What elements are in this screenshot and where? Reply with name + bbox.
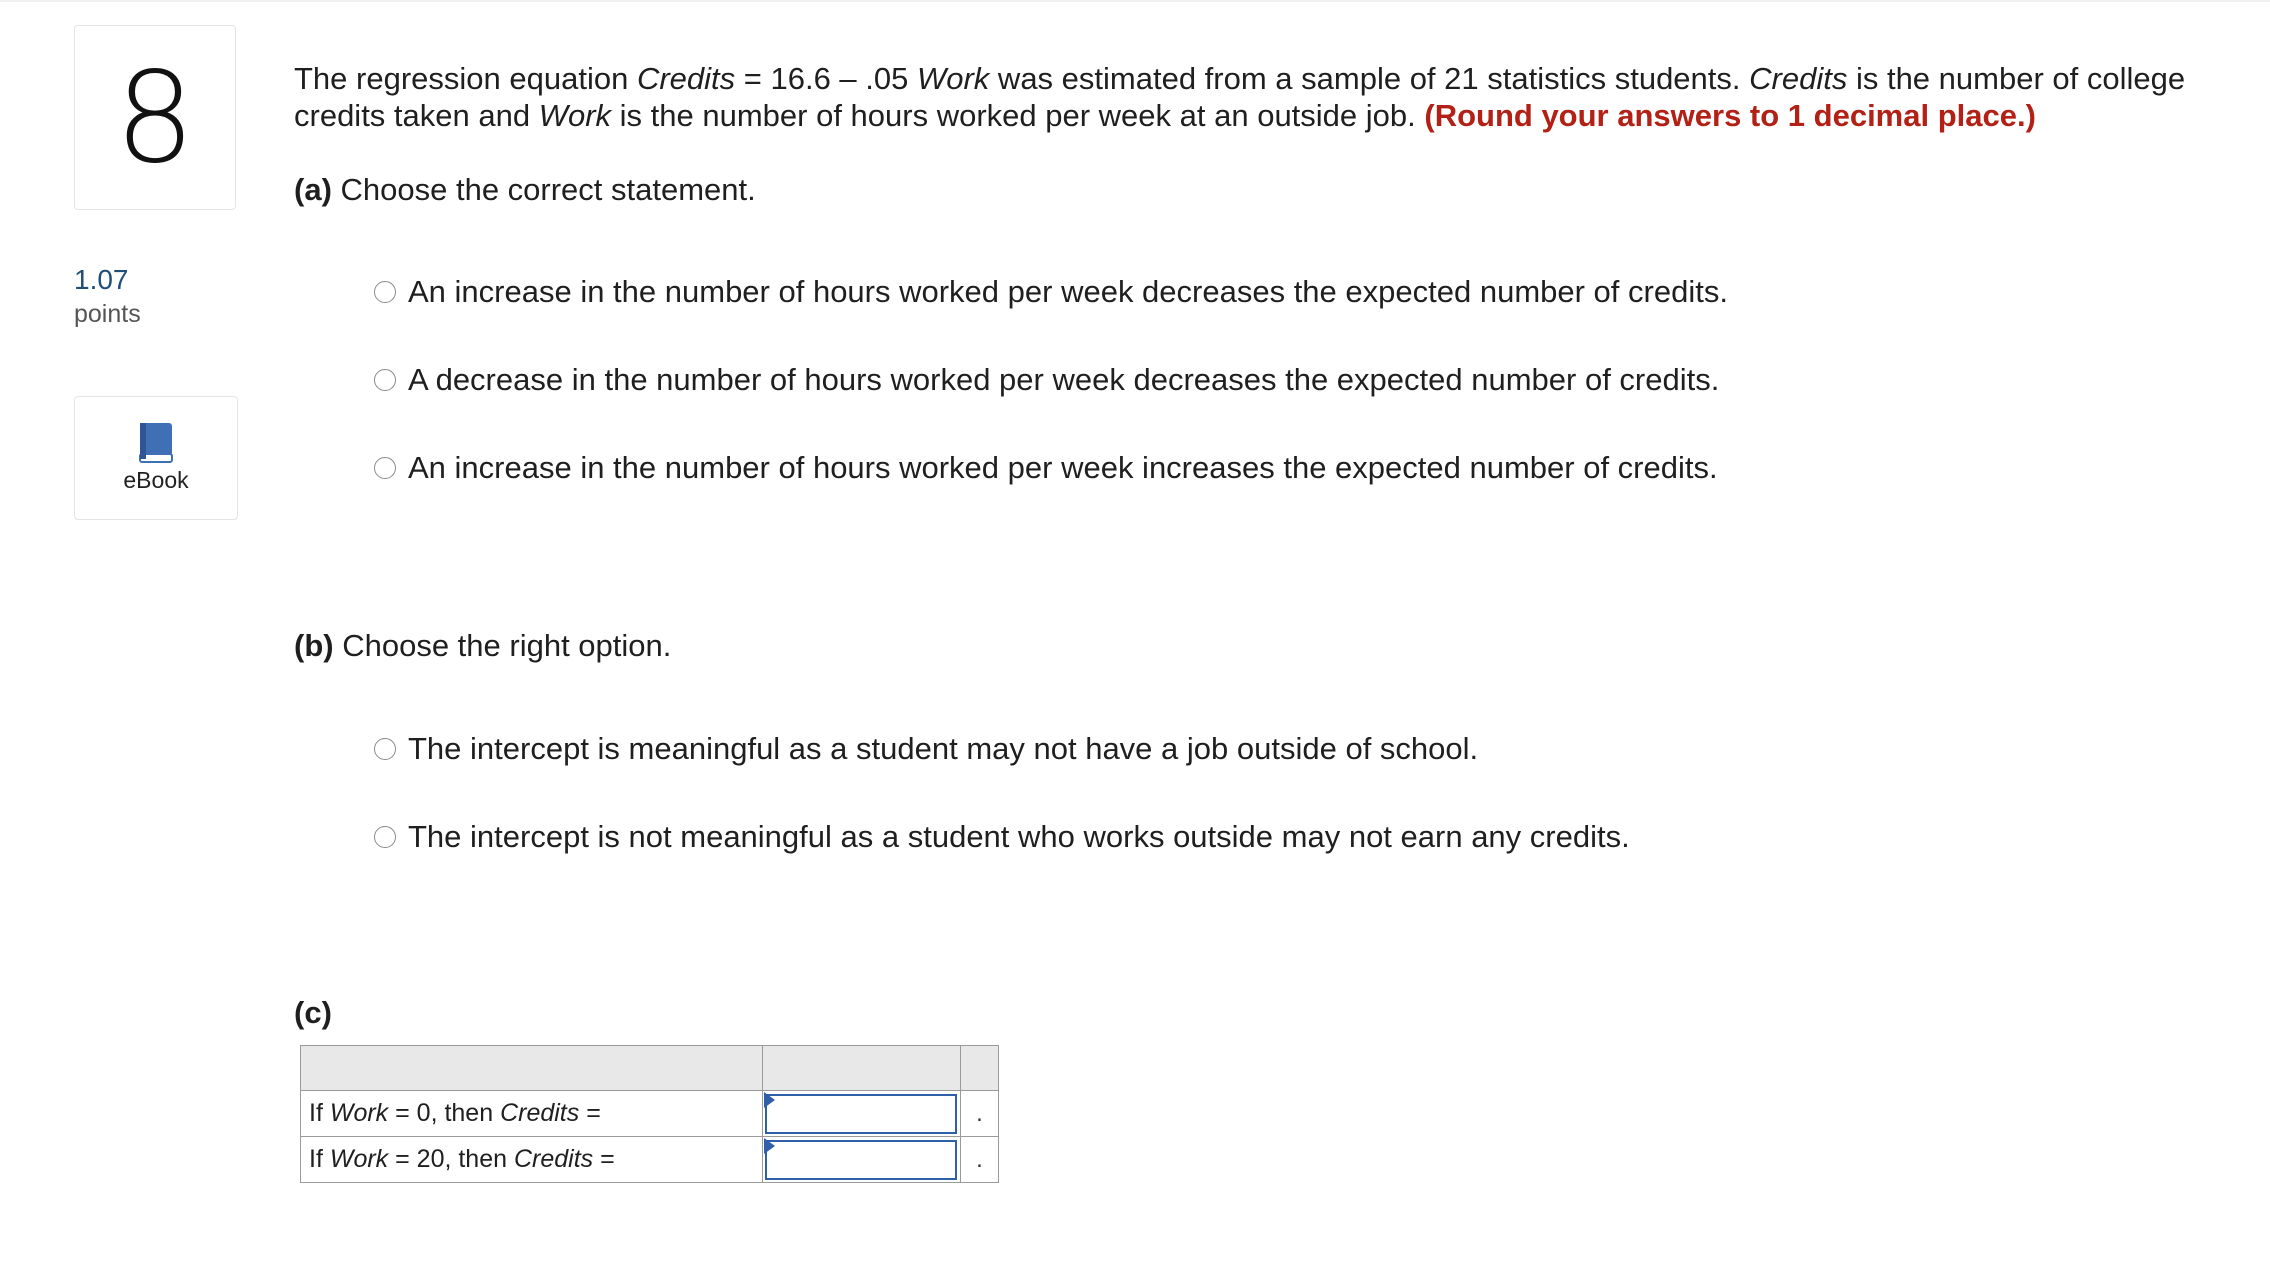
flag-marker-icon [764,1138,775,1154]
top-divider [0,0,2270,2]
stem-var-credits: Credits [1749,61,1848,96]
radio-button[interactable] [374,457,396,479]
label-var: Credits [513,1145,594,1173]
stem-var-credits: Credits [636,61,736,96]
label-part: If [309,1145,330,1173]
option-text: A decrease in the number of hours worked per week decreases the expected number of credits. [408,362,1720,397]
trailing-period: . [961,1137,999,1183]
part-b-label: (b) [294,628,334,663]
book-icon [138,422,174,464]
part-c-label: (c) [294,995,332,1030]
part-b-option-2[interactable] [374,819,1630,855]
input-cell [763,1091,961,1137]
part-b-option-1[interactable] [374,731,1478,767]
label-part: If [309,1099,330,1127]
question-stem [294,60,2224,134]
part-b-heading [294,628,671,664]
trailing-period: . [961,1091,999,1137]
stem-part: is the number of college credits taken and [294,61,2186,133]
input-cell [763,1137,961,1183]
table-row [301,1137,999,1183]
stem-part: is the number of hours worked per week at an outside job. [611,98,1425,133]
radio-button[interactable] [374,281,396,303]
table-header-cell [301,1046,763,1091]
option-text: The intercept is meaningful as a student may not have a job outside of school. [408,731,1479,766]
question-number: 8 [114,43,196,191]
answer-table [300,1045,999,1183]
radio-button[interactable] [374,826,396,848]
part-a-option-1[interactable] [374,274,1728,310]
label-var: Credits [500,1099,580,1127]
label-var: Work [329,1145,389,1173]
radio-button[interactable] [374,369,396,391]
label-part: = [593,1145,615,1173]
option-text: The intercept is not meaningful as a student who works outside may not earn any credits. [408,819,1630,854]
question-number-box [74,25,236,210]
part-a-prompt: Choose the correct statement. [331,172,756,207]
radio-button[interactable] [374,738,396,760]
label-part: = 0, then [388,1099,501,1127]
points-value: 1.07 [74,264,129,295]
part-a-heading [294,172,756,208]
stem-var-work: Work [916,61,990,96]
part-b-prompt: Choose the right option. [333,628,672,663]
row-label [301,1091,763,1137]
part-a-option-3[interactable] [374,450,1718,486]
label-part: = [579,1099,601,1127]
row-label [301,1137,763,1183]
label-part: = 20, then [388,1145,514,1173]
table-header-cell [763,1046,961,1091]
stem-part: The regression equation [294,61,637,96]
ebook-label: eBook [123,467,189,493]
stem-part: was estimated from a sample of 21 statistics students. [989,61,1750,96]
table-header-cell [961,1046,999,1091]
credits-work-20-input[interactable] [765,1140,957,1180]
part-c-heading [294,995,332,1031]
part-a-label: (a) [294,172,332,207]
part-a-option-2[interactable] [374,362,1719,398]
option-text: An increase in the number of hours worked per week increases the expected number of credits. [408,450,1718,485]
table-header-row [301,1046,999,1091]
points-label: points [74,300,141,328]
label-var: Work [329,1099,389,1127]
flag-marker-icon [764,1092,775,1108]
ebook-button[interactable] [74,396,238,520]
credits-work-0-input[interactable] [765,1094,957,1134]
stem-part: = 16.6 – .05 [735,61,917,96]
option-text: An increase in the number of hours worked per week decreases the expected number of credits. [408,274,1728,309]
stem-text [294,60,2224,134]
table-row [301,1091,999,1137]
stem-var-work: Work [538,98,612,133]
rounding-instruction: (Round your answers to 1 decimal place.) [1424,98,2036,133]
